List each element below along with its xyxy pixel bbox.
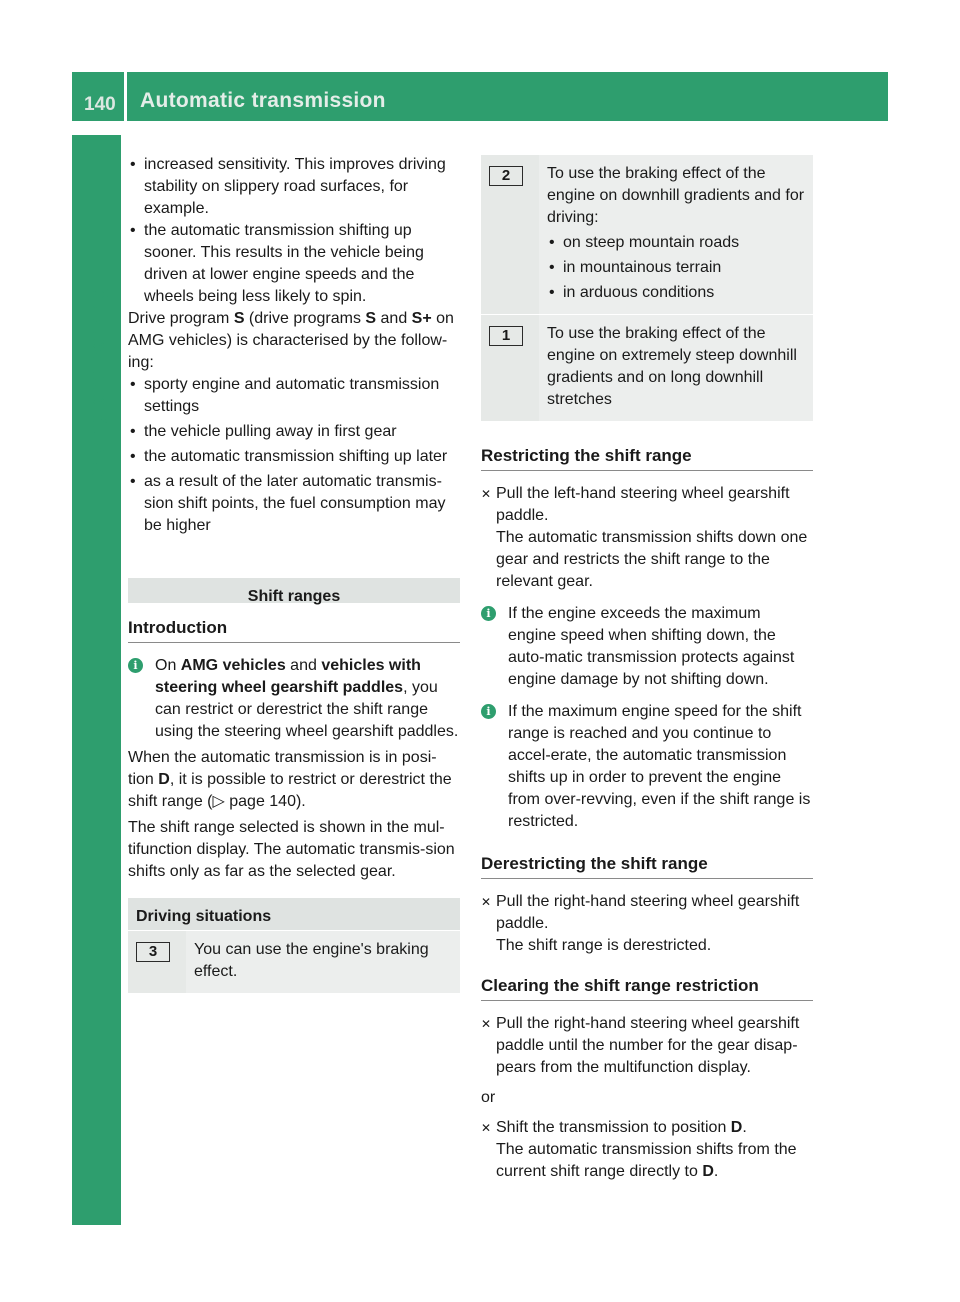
info-icon: i: [481, 606, 496, 621]
section-heading: Derestricting the shift range: [481, 853, 813, 879]
section-band: Shift ranges: [128, 578, 460, 603]
text: On: [155, 657, 181, 674]
info-note: [481, 701, 813, 833]
text: and: [285, 657, 322, 674]
list-item: • the automatic transmission shifting up sooner. This results in the vehicle being driven at lower engine speeds and the wheels being less likely to spin.: [128, 220, 460, 308]
text: on AMG vehicles) is characterised by the follow-ing:: [128, 310, 454, 371]
text: Pull the left-hand steering wheel gearshift paddle.: [496, 485, 790, 524]
table-header: Driving situations: [128, 898, 460, 930]
info-icon: i: [128, 658, 143, 673]
step-instruction: [481, 1117, 813, 1139]
page-reference-link[interactable]: page 140).: [224, 793, 306, 810]
position-d-paragraph: [128, 747, 460, 813]
driving-situations-table-continued: [481, 155, 813, 421]
text-bold: S+: [411, 310, 432, 327]
text-bold: D: [158, 771, 170, 788]
list-item: • as a result of the later automatic transmis-sion shift points, the fuel consumption may be higher: [128, 471, 460, 537]
info-icon: i: [481, 704, 496, 719]
step-result: The automatic transmission shifts down one gear and restricts the shift range to the relevant gear.: [496, 529, 808, 590]
step-result: [481, 1139, 813, 1183]
info-note: [128, 655, 460, 743]
table-key-cell: [481, 315, 539, 421]
table-value-cell: To use the braking effect of the engine on extremely steep downhill gradients and on long downhill stretches: [547, 325, 797, 408]
section-heading: Clearing the shift range restriction: [481, 975, 813, 1001]
drive-program-s-paragraph: [128, 308, 460, 374]
section-heading: Restricting the shift range: [481, 445, 813, 471]
text-bold: S: [233, 310, 245, 327]
list-item: • the vehicle pulling away in first gear: [128, 421, 460, 443]
step-result: The shift range is derestricted.: [496, 937, 712, 954]
text: .: [742, 1119, 747, 1136]
text: , you can restrict or derestrict the shift range using the steering wheel gearshift paddles.: [155, 679, 459, 740]
table-value-cell: You can use the engine's braking effect.: [194, 941, 429, 980]
list-item: • sporty engine and automatic transmission settings: [128, 374, 460, 418]
list-item: • the automatic transmission shifting up later: [128, 446, 460, 468]
gear-3-icon: 3: [136, 942, 170, 962]
step-instruction: [481, 483, 813, 527]
text: The automatic transmission shifts from the current shift range directly to: [496, 1141, 797, 1180]
text-bold: vehicles with steering wheel gearshift paddles: [155, 657, 421, 696]
text: and: [376, 310, 412, 327]
text: (drive programs: [244, 310, 366, 327]
text: If the engine exceeds the maximum engine speed when shifting down, the auto-matic transmission protects against engine damage by not shifting down.: [508, 605, 795, 688]
gear-2-icon: 2: [489, 166, 523, 186]
text: When the automatic transmission is in posi-tion: [128, 749, 437, 788]
text: If the maximum engine speed for the shift range is reached and you continue to accel-erate, the automatic transmission shifts up in order to prevent the engine from over-revving, even if the shift range is restricted.: [508, 703, 811, 830]
table-key-cell: [128, 931, 186, 993]
driving-situations-table: [128, 898, 460, 993]
list-item: • on steep mountain roads: [547, 232, 805, 254]
page-title: Automatic transmission: [140, 89, 386, 112]
text-bold: D: [702, 1163, 714, 1180]
text: Shift the transmission to position: [496, 1119, 731, 1136]
step-instruction: ✕ Pull the right-hand steering wheel gearshift paddle.: [481, 891, 813, 935]
table-key-cell: [481, 155, 539, 314]
display-paragraph: The shift range selected is shown in the mul-tifunction display. The automatic transmis-sion shifts only as far as the selected gear.: [128, 819, 455, 880]
step-instruction: ✕ Pull the right-hand steering wheel gearshift paddle until the number for the gear disap-pears from the multifunction display.: [481, 1013, 813, 1079]
or-text: or: [481, 1089, 496, 1106]
list-item: • increased sensitivity. This improves driving stability on slippery road surfaces, for example.: [128, 154, 460, 220]
text-bold: D: [730, 1119, 743, 1136]
table-row: [128, 930, 460, 993]
text: , it is possible to restrict or derestrict the shift range (: [128, 771, 452, 810]
list-item: • in arduous conditions: [547, 282, 805, 304]
text-bold: S: [365, 310, 377, 327]
text-bold: AMG vehicles: [180, 657, 286, 674]
page-number: 140: [84, 94, 116, 115]
list-item: • in mountainous terrain: [547, 257, 805, 279]
left-column: [128, 154, 460, 993]
right-column: [481, 155, 813, 1183]
side-tab-label: Driving and parking: [86, 286, 109, 484]
text: .: [713, 1163, 719, 1180]
side-tab: [84, 285, 112, 485]
page-reference-arrow-icon: ▷: [212, 793, 225, 810]
table-row: [481, 155, 813, 314]
section-heading: Introduction: [128, 617, 460, 643]
cell-text: To use the braking effect of the engine on downhill gradients and for driving:: [547, 165, 805, 226]
text: Drive program: [128, 310, 234, 327]
info-note: [481, 603, 813, 691]
gear-1-icon: 1: [489, 326, 523, 346]
table-value-cell: [539, 155, 813, 314]
table-row: [481, 314, 813, 421]
header-separator: [124, 72, 127, 121]
